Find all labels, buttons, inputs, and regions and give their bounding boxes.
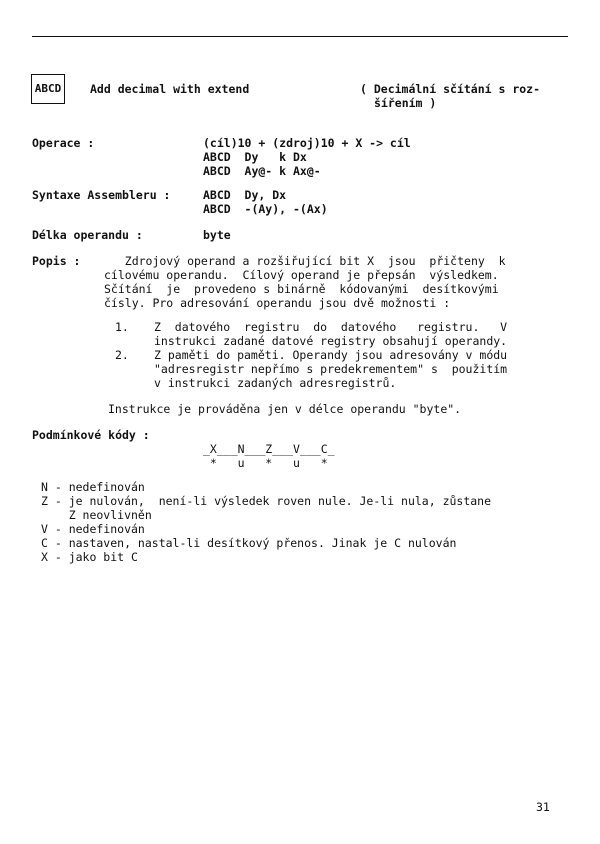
operation-line: (cíl)10 + (zdroj)10 + X -> cíl — [203, 136, 411, 150]
mnemonic: ABCD — [34, 82, 62, 95]
condition-codes-label: Podmínkové kódy : — [32, 428, 150, 442]
list-item-line: instrukci zadané datové registry obsahují operandy. — [154, 334, 508, 348]
list-item-line: "adresregistr nepřímo s predekrementem" s použitím — [154, 362, 508, 376]
operand-size-value: byte — [203, 228, 231, 242]
condition-flags: _X___N___Z___V___C_ — [203, 442, 335, 456]
legend-line: V - nedefinován — [41, 522, 145, 536]
condition-values: * u * u * — [203, 456, 335, 470]
description-line: Zdrojový operand a rozšiřující bit X jsou přičteny k — [104, 254, 506, 268]
list-item-number: 1. — [115, 320, 129, 334]
operation-line: ABCD Ay@- k Ax@- — [203, 164, 321, 178]
legend-line: N - nedefinován — [41, 480, 145, 494]
top-rule — [32, 36, 568, 37]
instruction-name-en: Add decimal with extend — [90, 82, 250, 96]
list-item-line: Z datového registru do datového registru. V — [154, 320, 508, 334]
instruction-name-cz-2: šířením ) — [374, 96, 437, 110]
legend-line: X - jako bit C — [41, 550, 138, 564]
description-line: Sčítání je provedeno s binárně kódovanými desítkovými — [104, 282, 499, 296]
legend-line: C - nastaven, nastal-li desítkový přenos. Jinak je C nulován — [41, 536, 457, 550]
operation-label: Operace : — [32, 136, 95, 150]
legend-line: Z neovlivněn — [41, 508, 152, 522]
mnemonic-box — [31, 74, 65, 104]
description-line: čísly. Pro adresování operandu jsou dvě možnosti : — [104, 296, 451, 310]
list-item-line: v instrukci zadaných adresregistrů. — [154, 376, 397, 390]
operand-size-label: Délka operandu : — [32, 228, 143, 242]
page-number: 31 — [536, 800, 550, 814]
syntax-label: Syntaxe Assembleru : — [32, 188, 171, 202]
description-note: Instrukce je prováděna jen v délce operandu "byte". — [108, 402, 462, 416]
instruction-name-cz-1: ( Decimální sčítání s roz- — [360, 82, 541, 96]
operation-line: ABCD Dy k Dx — [203, 150, 307, 164]
description-line: cílovému operandu. Cílový operand je přepsán výsledkem. — [104, 268, 499, 282]
syntax-line: ABCD Dy, Dx — [203, 188, 287, 202]
list-item-number: 2. — [115, 348, 129, 362]
legend-line: Z - je nulován, není-li výsledek roven nule. Je-li nula, zůstane — [41, 494, 492, 508]
description-label: Popis : — [32, 254, 81, 268]
list-item-line: Z paměti do paměti. Operandy jsou adresovány v módu — [154, 348, 508, 362]
syntax-line: ABCD -(Ay), -(Ax) — [203, 202, 328, 216]
